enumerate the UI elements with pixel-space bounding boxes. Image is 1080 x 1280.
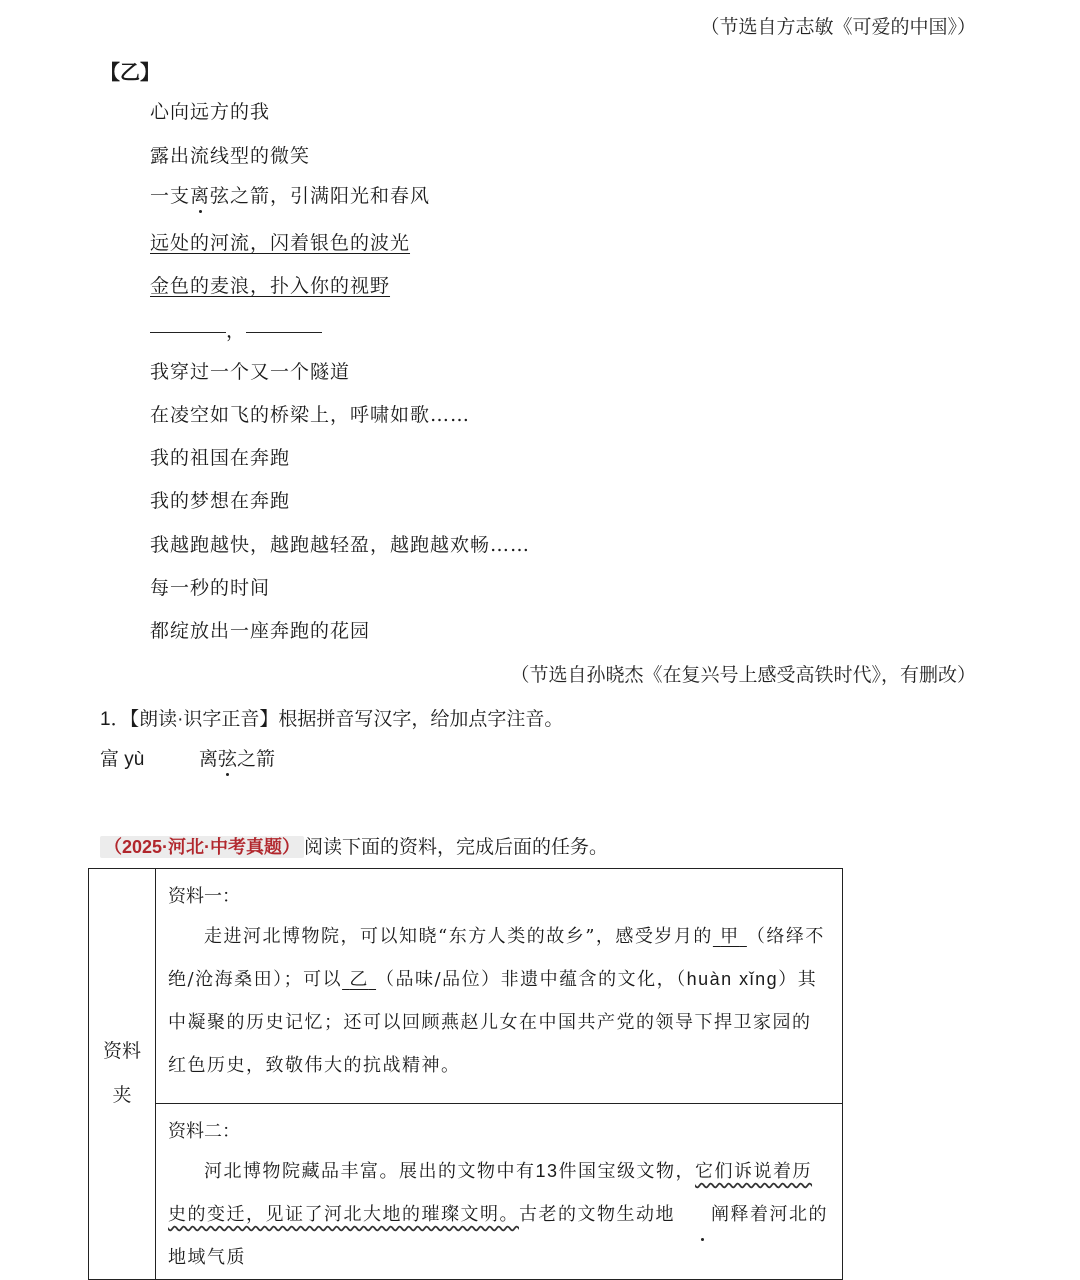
question-prompt: 根据拼音写汉字，给加点字注音。 <box>278 709 564 730</box>
question-1-items <box>100 744 275 771</box>
pinyin-prompt: （huàn xǐng） <box>676 969 798 989</box>
dotted-char: 阐 <box>675 1193 731 1236</box>
pinyin-item: 富 yù <box>100 749 145 770</box>
material-folder-label: 资料 夹 <box>89 869 156 1280</box>
fill-blank <box>246 331 322 333</box>
source-citation-b: （节选自孙晓杰《在复兴号上感受高铁时代》，有删改） <box>510 664 976 686</box>
blank-jia: 甲 <box>720 926 740 947</box>
poem-line: 我穿过一个又一个隧道 <box>150 361 351 383</box>
blank-separator: ， <box>226 320 247 342</box>
blank-yi: 乙 <box>349 969 369 990</box>
poem-line-part: 一支 <box>150 185 191 207</box>
source-citation-a: （节选自方志敏《可爱的中国》） <box>700 16 976 38</box>
material-2 <box>156 1104 843 1280</box>
material-1 <box>156 869 843 1104</box>
poem-line-part: 弦之箭，引满阳光和春风 <box>210 185 431 207</box>
poem-line: 露出流线型的微笑 <box>150 145 311 167</box>
poem-line: 在凌空如飞的桥梁上，呼啸如歌…… <box>150 404 471 426</box>
poem-line: 每一秒的时间 <box>150 577 271 599</box>
poem-line-underlined: 远处的河流，闪着银色的波光 <box>150 232 411 254</box>
poem-line: 心向远方的我 <box>150 101 271 123</box>
material-2-text: 河北博物院藏品丰富。展出的文物中有13件国宝级文物，它们诉说着历史的变迁，见证了河北大地的璀璨文明。古老的文物生动地 阐释着河北的地域气质 <box>168 1161 828 1268</box>
question-1 <box>100 704 563 731</box>
fill-blank <box>150 331 226 333</box>
poem-line: 都绽放出一座奔跑的花园 <box>150 620 371 642</box>
section-label-yi: 【乙】 <box>100 60 160 84</box>
phonetic-item: 离弦之箭 <box>199 749 275 770</box>
wavy-underlined-sentence: 它们诉说着历史的变迁，见证了河北大地的璀璨文明。 <box>168 1161 813 1225</box>
poem-line-underlined: 金色的麦浪，扑入你的视野 <box>150 275 391 297</box>
material-1-text: 走进河北博物院，可以知晓“东方人类的故乡”，感受岁月的 甲 （络绎不绝/沧海桑田）；可以 乙 （品味/品位）非遗中蕴含的文化，（huàn xǐng）其中凝聚的历史记忆；还可以回顾燕赵儿女在中国共产党的领导下捍卫家园的红色历史，致敬伟大的抗战精神。 <box>168 926 825 1076</box>
dotted-char: 离 <box>190 181 210 208</box>
task-header <box>100 832 608 859</box>
question-number: 1． <box>100 709 130 730</box>
poem-blank-line <box>150 316 322 343</box>
exam-source-tag: （2025·河北·中考真题） <box>100 836 304 858</box>
material-2-title: 资料二： <box>168 1121 240 1141</box>
poem-line: 我的梦想在奔跑 <box>150 490 291 512</box>
question-tag: 【朗读·识字正音】 <box>129 709 279 730</box>
poem-line <box>150 181 430 208</box>
material-table <box>88 868 843 1280</box>
material-1-title: 资料一： <box>168 886 240 906</box>
poem-line: 我的祖国在奔跑 <box>150 447 291 469</box>
poem-line: 我越跑越快，越跑越轻盈，越跑越欢畅…… <box>150 534 531 556</box>
task-prompt: 阅读下面的资料，完成后面的任务。 <box>304 837 609 858</box>
dotted-char: 弦 <box>218 744 237 771</box>
